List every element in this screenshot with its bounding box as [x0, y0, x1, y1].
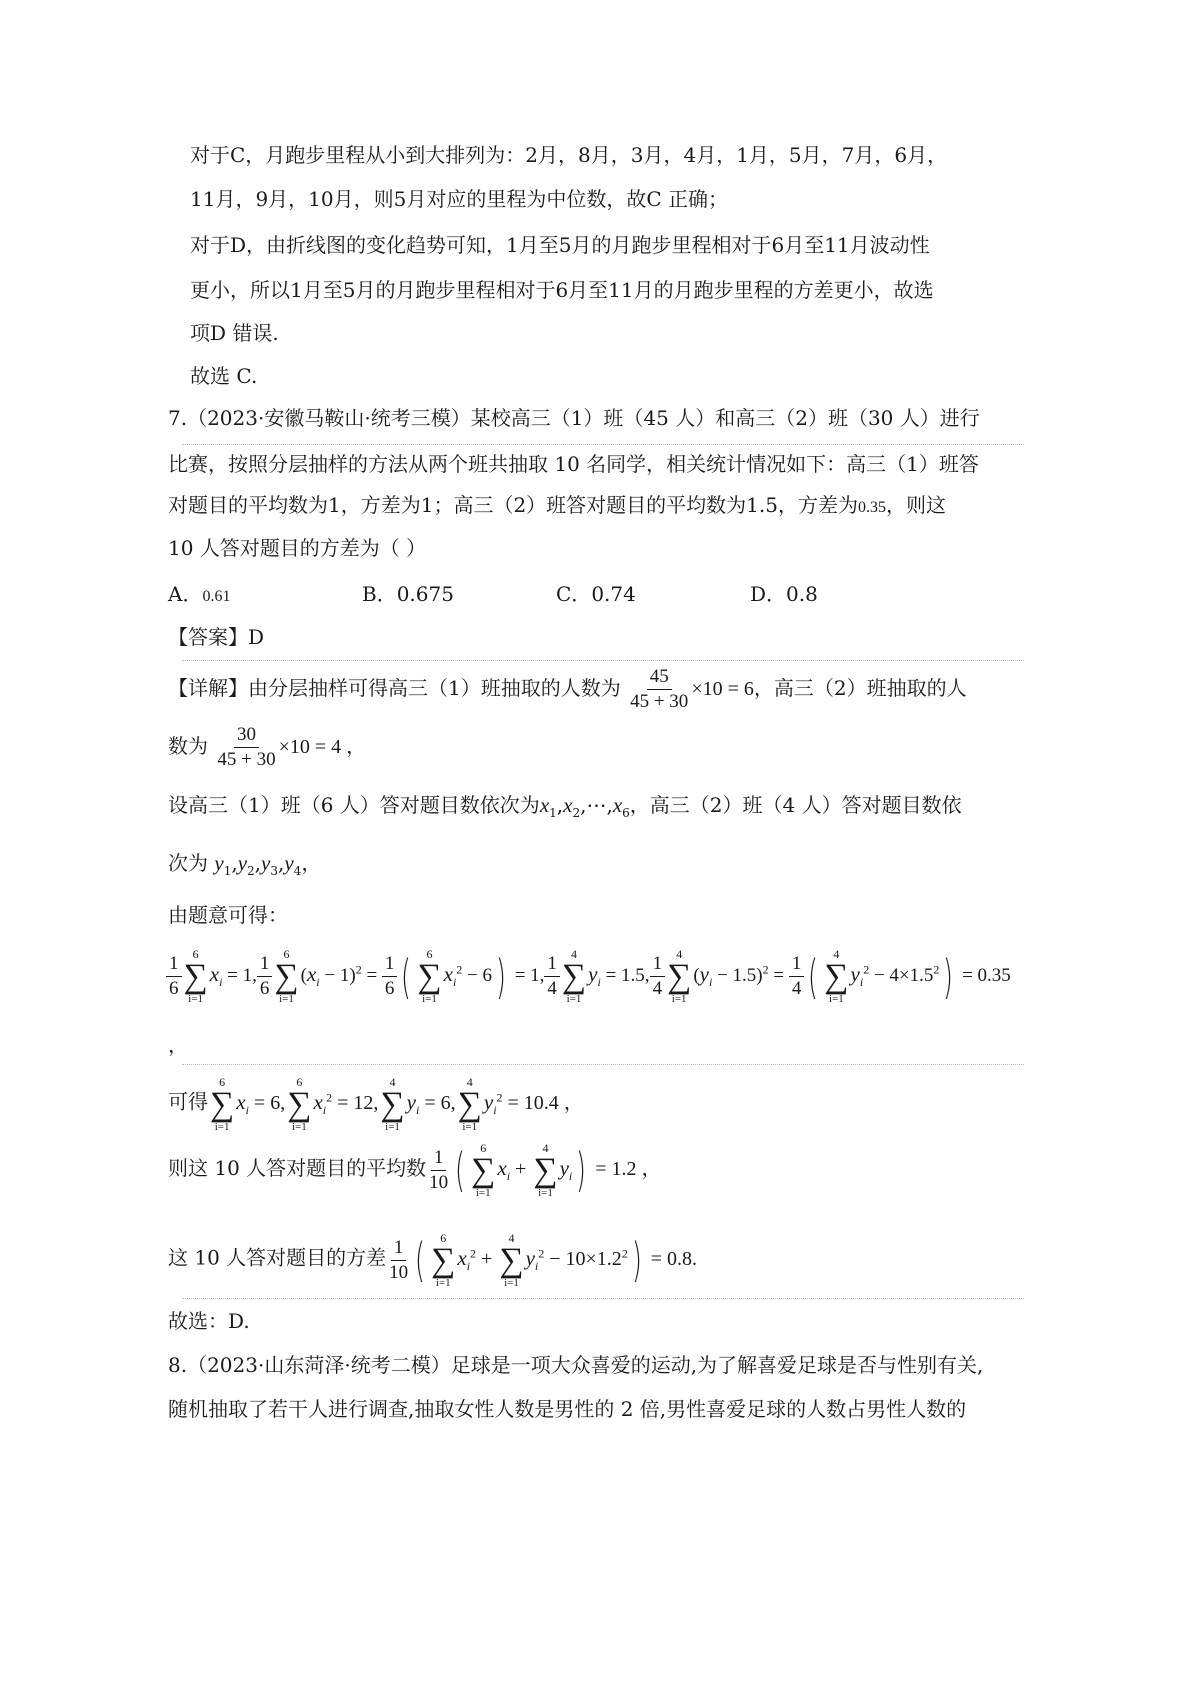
sol6-c-line2: 11月，9月，10月，则5月对应的里程为中位数，故C 正确； — [190, 187, 729, 211]
separator — [182, 1064, 1024, 1065]
sol6-d-line2: 更小，所以1月至5月的月跑步里程相对于6月至11月的月跑步里程的方差更小，故选 — [190, 278, 934, 302]
q7-variance-line: 这 10 人答对题目的方差 $\frac{1}{10}$ ( 6 ∑ i=1 $x_i^2$ + 4 ∑ i=1 $y_i^2 - 10\times 1.2^2) = 0.8$. — [168, 1230, 698, 1289]
q7-mean-line: 则这 10 人答对题目的平均数 $\frac{1}{10}$ ( 6 ∑ i=1 $x_i$ + 4 ∑ i=1 $y_i) = 1.2$ ， — [168, 1140, 662, 1199]
q8-stem-line2: 随机抽取了若干人进行调查,抽取女性人数是男性的 2 倍,男性喜爱足球的人数占男性人数的 — [168, 1397, 967, 1421]
option-label: B． — [362, 582, 397, 606]
q7-option-a — [168, 579, 230, 612]
q7-conclusion: 故选：D. — [168, 1309, 250, 1333]
q7-stem-line2: 比赛，按照分层抽样的方法从两个班共抽取 10 名同学，相关统计情况如下：高三（1）班答 — [168, 452, 979, 476]
q7-stem-line4: 10 人答对题目的方差为（ ） — [168, 536, 427, 560]
q7-option-b — [362, 579, 454, 609]
sol6-d-line1: 对于D，由折线图的变化趋势可知，1月至5月的月跑步里程相对于6月至11月波动性 — [190, 233, 930, 257]
fraction: $\frac{30}{45 + 30}$ — [217, 724, 276, 770]
q7-option-d — [750, 579, 818, 609]
sol6-c-line1: 对于C，月跑步里程从小到大排列为：2月，8月，3月，4月，1月，5月，7月，6月， — [190, 143, 948, 167]
q7-detail-line2: 数为 $\frac{30}{45 + 30}$ ×10 = 4 ， — [168, 724, 367, 770]
sol6-d-line3: 项D 错误. — [190, 321, 279, 345]
sol6-conclusion: 故选 C. — [190, 364, 258, 388]
option-label: D． — [750, 582, 787, 606]
q7-detail-line1: 【详解】由分层抽样可得高三（1）班抽取的人数为 $\frac{45}{45 + 30}$ ×10 = 6，高三（2）班抽取的人 — [168, 666, 967, 712]
set-text: 次为 — [168, 851, 208, 875]
q7-option-c — [556, 579, 636, 609]
equation-comma: ， — [168, 1033, 188, 1057]
equation-conditions: $\frac{1}{6}$ 6 ∑ i=1 $x_i = 1$, $\frac{1}{6}$ 6 ∑ i=1 $(x_i - 1)^2$ = $\frac{1}{6}$ ( 6 ∑ i=1 $x_i^2 - 6) = 1$, $\frac{1}{4}$ 4 ∑ i=1 $y_i = 1.5$, $\frac{1}{4}$ 4 ∑ i=1 $(y_i - 1.5)^2$ = $\frac{1}{4}$ ( 4 ∑ i=1 $y_i^2 - 4\times 1.5^2) = 0.35$ — [166, 948, 1011, 1005]
option-value: 0.74 — [591, 582, 636, 606]
detail-text: 数为 — [168, 734, 208, 758]
detail-text: 【详解】由分层抽样可得高三（1）班抽取的人数为 — [168, 676, 621, 700]
q7-variance-value: 0.35 — [857, 499, 886, 516]
q7-stem-line3-text: 对题目的平均数为1，方差为1；高三（2）班答对题目的平均数为1.5，方差为 — [168, 493, 858, 517]
q7-by-problem: 由题意可得： — [168, 903, 288, 927]
q7-stem-line3-end: ，则这 — [885, 493, 946, 517]
set-text-end: ，高三（2）班（4 人）答对题目数依 — [629, 793, 962, 817]
q7-set-line2: 次为 $y_1,y_2,y_3,y_4$， — [168, 851, 322, 878]
option-label: C． — [556, 582, 592, 606]
separator — [182, 1298, 1024, 1299]
fraction: $\frac{45}{45 + 30}$ — [630, 666, 689, 712]
option-value: 0.8 — [786, 582, 818, 606]
detail-text-end: ，高三（2）班抽取的人 — [753, 676, 967, 700]
sums-text: 可得 — [168, 1089, 208, 1114]
q7-answer: 【答案】D — [168, 625, 265, 649]
variance-text: 这 10 人答对题目的方差 — [168, 1245, 387, 1270]
option-value: 0.675 — [396, 582, 454, 606]
mean-text: 则这 10 人答对题目的平均数 — [168, 1156, 427, 1180]
option-value: 0.61 — [202, 588, 231, 605]
separator — [182, 444, 1024, 445]
q7-stem-line3 — [168, 490, 946, 523]
q8-stem-line1: 8.（2023·山东菏泽·统考二模）足球是一项大众喜爱的运动,为了解喜爱足球是否与性别有关, — [168, 1353, 984, 1377]
q7-stem-line1: 7.（2023·安徽马鞍山·统考三模）某校高三（1）班（45 人）和高三（2）班（30 人）进行 — [168, 406, 980, 430]
set-text: 设高三（1）班（6 人）答对题目数依次为 — [168, 793, 540, 817]
option-label: A． — [168, 582, 203, 606]
q7-sums-line: 可得 6 ∑ i=1 $x_i = 6$, 6 ∑ i=1 $x_i^2 = 12$, 4 ∑ i=1 $y_i = 6$, 4 ∑ i=1 $y_i^2 = 10.4$ ， — [168, 1074, 584, 1133]
q7-set-line1: 设高三（1）班（6 人）答对题目数依次为$x_1,x_2,\cdots,x_6$，高三（2）班（4 人）答对题目数依 — [168, 793, 962, 820]
